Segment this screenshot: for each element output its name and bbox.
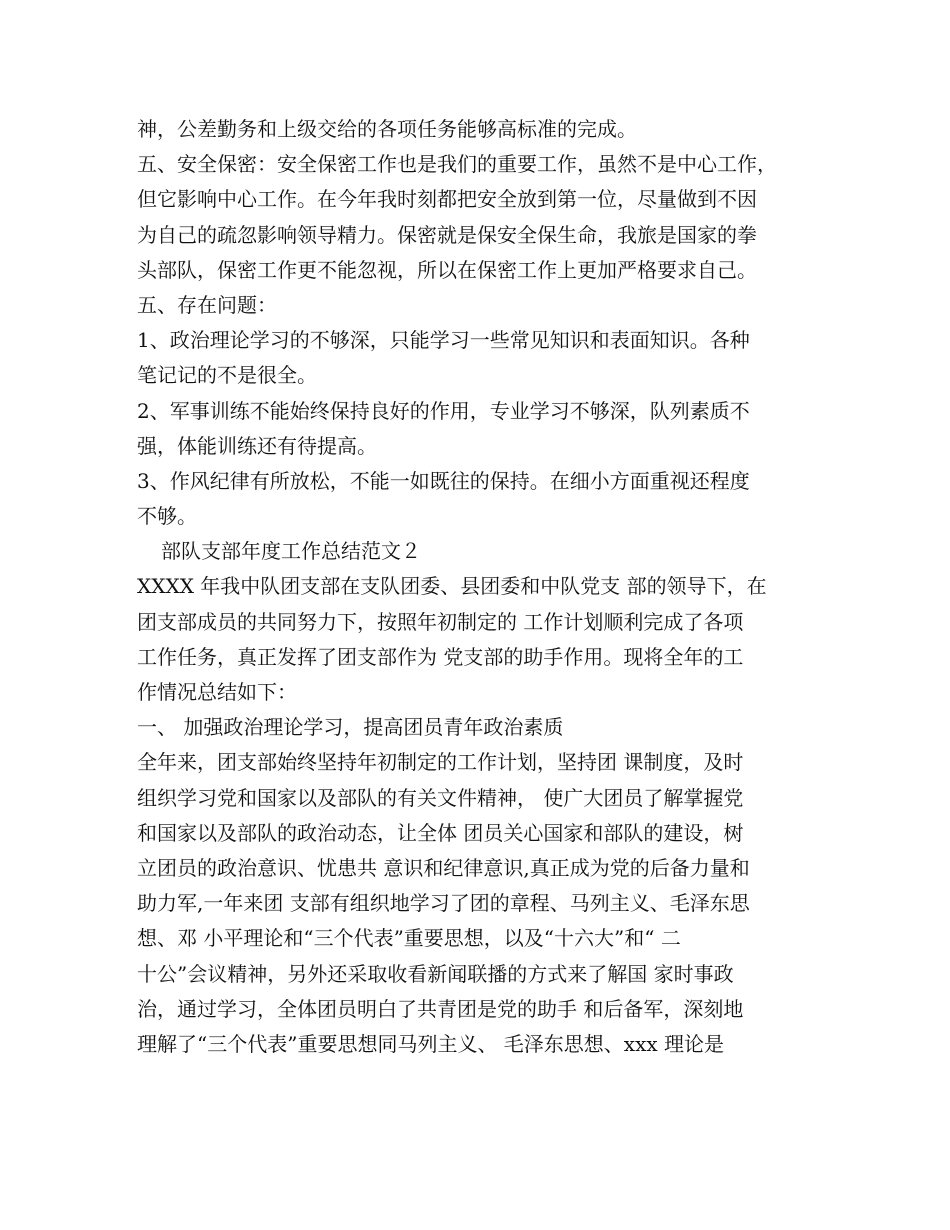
- article-title: 部队支部年度工作总结范文２: [161, 539, 421, 564]
- text-line: XXXX 年我中队团支部在支队团委、县团委和中队党支 部的领导下，在: [137, 574, 767, 599]
- text-line: 想、邓 小平理论和“三个代表”重要思想，以及“十六大”和“ 二: [137, 926, 681, 951]
- text-line: 作情况总结如下：: [137, 680, 297, 704]
- list-item-2: 2、军事训练不能始终保持良好的作用，专业学习不够深，队列素质不: [137, 398, 750, 423]
- text-line: 笔记记的不是很全。: [137, 363, 317, 388]
- text-line: 理解了“三个代表”重要思想同马列主义、 毛泽东思想、xxx 理论是: [137, 1031, 725, 1056]
- list-item-3: 3、作风纪律有所放松，不能一如既往的保持。在细小方面重视还程度: [137, 468, 750, 493]
- text-line: 强，体能训练还有待提高。: [137, 433, 377, 458]
- text-line: 神，公差勤务和上级交给的各项任务能够高标准的完成。: [137, 117, 637, 141]
- text-line: 但它影响中心工作。在今年我时刻都把安全放到第一位，尽量做到不因: [137, 187, 757, 212]
- text-line: 团支部成员的共同努力下，按照年初制定的 工作计划顺利完成了各项: [137, 609, 744, 634]
- text-line: 工作任务，真正发挥了团支部作为 党支部的助手作用。现将全年的工: [137, 644, 744, 669]
- text-line: 立团员的政治意识、忧患共 意识和纪律意识,真正成为党的后备力量和: [137, 855, 750, 880]
- text-line: 治，通过学习，全体团员明白了共青团是党的助手 和后备军，深刻地: [137, 996, 744, 1021]
- list-item-1: 1、政治理论学习的不够深，只能学习一些常见知识和表面知识。各种: [137, 328, 750, 353]
- text-line: 十公”会议精神，另外还采取收看新闻联播的方式来了解国 家时事政: [137, 961, 734, 986]
- section-heading-problems: 五、存在问题：: [137, 292, 277, 317]
- section-heading-security: 五、安全保密：安全保密工作也是我们的重要工作，虽然不是中心工作，: [137, 152, 777, 177]
- text-line: 组织学习党和国家以及部队的有关文件精神， 使广大团员了解掌握党: [137, 785, 744, 810]
- text-line: 全年来，团支部始终坚持年初制定的工作计划，坚持团 课制度，及时: [137, 750, 744, 775]
- text-line: 不够。: [137, 504, 197, 529]
- document-body: [137, 112, 827, 1062]
- text-line: 和国家以及部队的政治动态，让全体 团员关心国家和部队的建设，树: [137, 820, 744, 845]
- text-line: 头部队，保密工作更不能忽视，所以在保密工作上更加严格要求自己。: [137, 257, 757, 282]
- text-line: 为自己的疏忽影响领导精力。保密就是保安全保生命，我旅是国家的拳: [137, 222, 757, 247]
- section-heading-political-study: 一、 加强政治理论学习，提高团员青年政治素质: [137, 715, 564, 740]
- text-line: 助力军,一年来团 支部有组织地学习了团的章程、马列主义、毛泽东思: [137, 891, 750, 916]
